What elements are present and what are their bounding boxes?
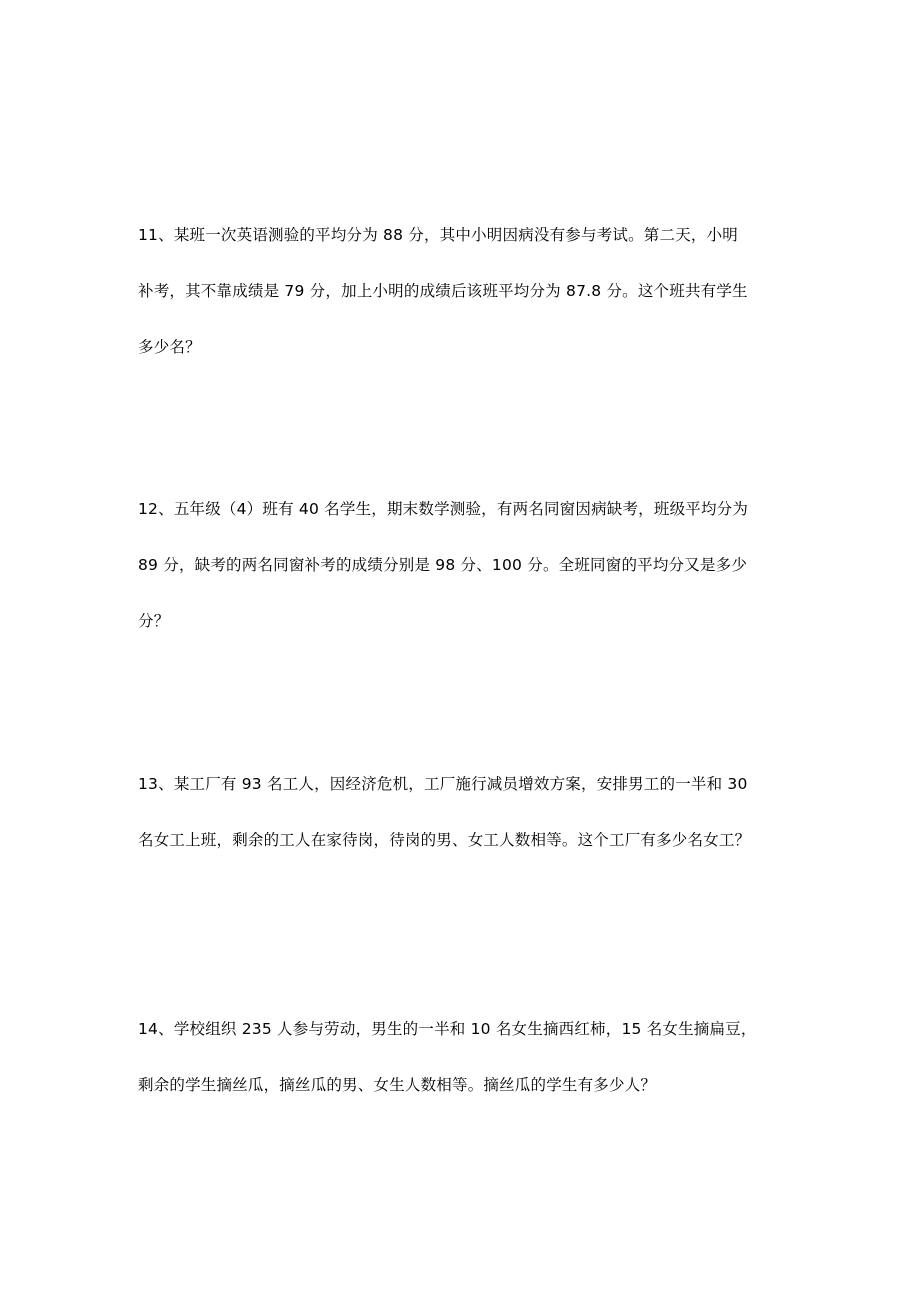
problem-line: 补考，其不靠成绩是 79 分，加上小明的成绩后该班平均分为 87.8 分。这个班共有学生	[138, 282, 748, 300]
problem-13	[138, 777, 788, 849]
problem-line: 多少名？	[138, 338, 201, 356]
problem-14	[138, 1022, 788, 1094]
problem-line: 11、某班一次英语测验的平均分为 88 分，其中小明因病没有参与考试。第二天，小明	[138, 226, 739, 244]
problem-line: 名女工上班，剩余的工人在家待岗，待岗的男、女工人数相等。这个工厂有多少名女工？	[138, 831, 751, 849]
problem-line: 分？	[138, 612, 170, 630]
problem-12	[138, 502, 788, 630]
problem-line: 14、学校组织 235 人参与劳动，男生的一半和 10 名女生摘西红柿，15 名女生摘扁豆，	[138, 1020, 757, 1038]
problem-line: 剩余的学生摘丝瓜，摘丝瓜的男、女生人数相等。摘丝瓜的学生有多少人？	[138, 1076, 657, 1094]
problem-11	[138, 228, 788, 356]
problem-line: 89 分，缺考的两名同窗补考的成绩分别是 98 分、100 分。全班同窗的平均分又是多少	[138, 556, 748, 574]
problem-line: 12、五年级（4）班有 40 名学生，期末数学测验，有两名同窗因病缺考，班级平均分为	[138, 500, 749, 518]
problem-line: 13、某工厂有 93 名工人，因经济危机，工厂施行减员增效方案，安排男工的一半和 30	[138, 775, 748, 793]
